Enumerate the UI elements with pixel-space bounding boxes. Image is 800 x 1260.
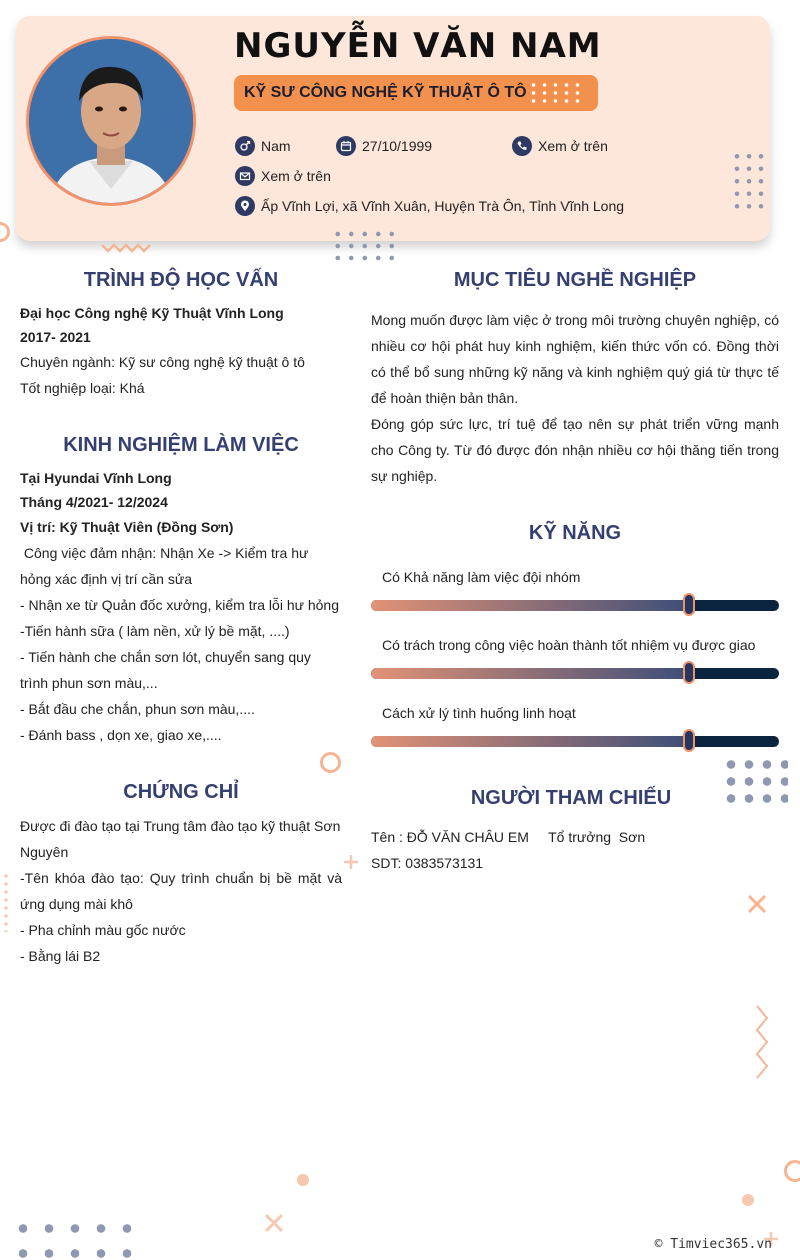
zigzag-decoration [100,242,154,254]
ring-decoration [320,752,341,773]
candidate-name: NGUYỄN VĂN NAM [234,26,602,66]
experience-duties: Công việc đảm nhận: Nhận Xe -> Kiểm tra hư hỏng xác định vị trí cần sửa [20,545,313,587]
email-info [235,166,331,186]
job-title-banner [234,75,598,111]
experience-item: - Nhận xe từ Quản đốc xưởng, kiểm tra lỗi hư hỏng [20,597,340,613]
certificate-item: Được đi đào tạo tại Trung tâm đào tạo kỹ thuật Sơn Nguyên [20,818,341,860]
ring-decoration [0,222,10,242]
skill-label: Có trách trong công việc hoàn thành tốt nhiệm vụ được giao [382,637,756,653]
dot-decoration [742,1194,754,1206]
skill-fill [371,600,689,611]
certificate-item: - Bằng lái B2 [20,948,101,964]
skill-bar [371,600,779,611]
experience-company: Tại Hyundai Vĩnh Long [20,470,172,486]
experience-position: Vị trí: Kỹ Thuật Viên (Đồng Sơn) [20,519,234,535]
dot-decoration [297,1174,309,1186]
skill-label: Cách xử lý tình huống linh hoạt [382,705,576,721]
cross-decoration [746,893,768,915]
address-info [235,196,624,216]
location-icon [235,196,255,216]
certificate-item: -Tên khóa đào tạo: Quy trình chuẩn bị bề mặt và ứng dụng mài khô [20,870,342,912]
experience-heading: KINH NGHIỆM LÀM VIỆC [63,434,299,456]
education-years: 2017- 2021 [20,329,91,345]
skill-fill [371,736,689,747]
plus-decoration [342,853,360,871]
reference-name: Tên : ĐỖ VĂN CHÂU EM Tổ trưởng Sơn [371,829,646,845]
skill-bar [371,736,779,747]
experience-item: - Tiến hành che chắn sơn lót, chuyển sang quy trình phun sơn màu,... [20,649,311,691]
education-school: Đại học Công nghệ Kỹ Thuật Vĩnh Long [20,305,284,321]
skill-knob [683,661,695,684]
birthdate-info [336,136,432,156]
avatar [26,36,196,206]
title-dots-decoration [528,81,584,105]
dot-grid-decoration [10,1216,140,1260]
calendar-icon [336,136,356,156]
phone-info [512,136,608,156]
email-value: Xem ở trên [261,168,331,184]
dot-grid-decoration [731,150,767,214]
skill-label: Có Khả năng làm việc đội nhóm [382,569,581,585]
phone-icon [512,136,532,156]
objective-heading: MỤC TIÊU NGHỀ NGHIỆP [453,269,697,291]
experience-period: Tháng 4/2021- 12/2024 [20,494,168,510]
objective-paragraph: Mong muốn được làm việc ở trong môi trường chuyên nghiệp, có nhiều cơ hội phát huy kinh nghiệm, kiến thức vốn có. Đồng thời có thể bổ sung những kỹ năng và kinh nghiệm quý giá từ thực tế để hoàn thiện bản thân. [371,312,779,406]
job-title: KỸ SƯ CÔNG NGHỆ KỸ THUẬT Ô TÔ [244,84,527,101]
experience-item: - Bắt đầu che chắn, phun sơn màu,.... [20,701,255,717]
cross-decoration [263,1212,285,1234]
skills-heading: KỸ NĂNG [528,522,622,544]
experience-item: - Đánh bass , dọn xe, giao xe,.... [20,727,222,743]
zigzag-decoration [754,1004,770,1080]
dot-grid-decoration [722,756,788,806]
avatar-photo [29,39,193,203]
dot-column-decoration [2,872,12,932]
footer-watermark: © Timviec365.vn [654,1237,772,1252]
gender-icon [235,136,255,156]
education-major: Chuyên ngành: Kỹ sư công nghệ kỹ thuật ô tô [20,354,305,370]
gender-value: Nam [261,138,291,154]
experience-item: -Tiến hành sữa ( làm nền, xử lý bề mặt, ....) [20,623,290,639]
certificates-heading: CHỨNG CHỈ [123,781,239,803]
gender-info [235,136,291,156]
objective-paragraph: Đóng góp sức lực, trí tuệ để tạo nên sự phát triển vững mạnh cho Công ty. Từ đó được đón nhận nhiều cơ hội thăng tiến trong sự nghiệp. [371,416,779,484]
education-heading: TRÌNH ĐỘ HỌC VẤN [83,269,279,291]
birthdate-value: 27/10/1999 [362,138,433,154]
references-heading: NGƯỜI THAM CHIẾU [470,787,672,809]
ring-decoration [784,1160,800,1182]
mail-icon [235,166,255,186]
skill-knob [683,729,695,752]
phone-value: Xem ở trên [538,138,608,154]
skill-knob [683,593,695,616]
education-grade: Tốt nghiệp loại: Khá [20,380,145,396]
skill-fill [371,668,689,679]
skill-bar [371,668,779,679]
reference-phone: SDT: 0383573131 [371,855,484,871]
dot-grid-decoration [331,228,397,264]
address-value: Ấp Vĩnh Lợi, xã Vĩnh Xuân, Huyện Trà Ôn, Tỉnh Vĩnh Long [261,198,625,214]
certificate-item: - Pha chỉnh màu gốc nước [20,922,186,938]
